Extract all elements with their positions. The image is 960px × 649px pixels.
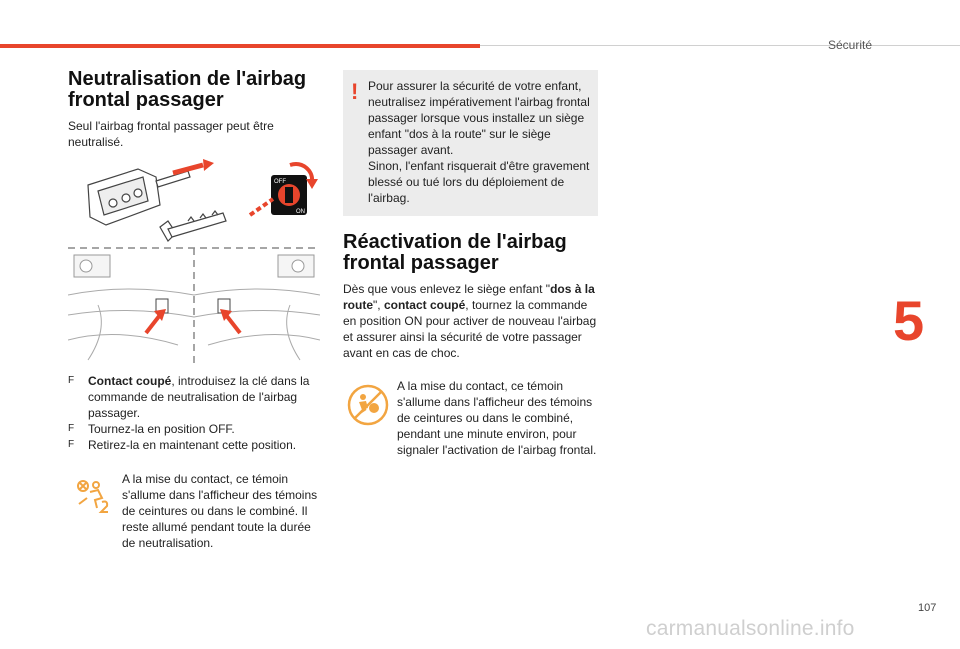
section-label: Sécurité [828, 38, 873, 52]
header-accent-bar [0, 44, 480, 48]
step-bullet: F [68, 439, 75, 450]
step-1 [68, 373, 323, 421]
header-rule [480, 45, 960, 46]
step-3 [68, 437, 323, 453]
right-title-line2: frontal passager [343, 252, 499, 274]
switch-off-label: OFF [274, 179, 286, 185]
watermark: carmanualsonline.info [646, 617, 855, 640]
page-number: 107 [918, 602, 937, 614]
warning-text-part1: Pour assurer la sécurité de votre enfant, neutralisez impérativement l'airbag frontal passager lorsque vous installez un siège enfant "dos à la route" sur le siège passager avant. [368, 79, 590, 157]
right-title-line1: Réactivation de l'airbag [343, 231, 567, 253]
step-bullet: F [68, 375, 75, 386]
reactivation-text-b: ", [373, 298, 384, 312]
dashboard-right-icon [278, 255, 314, 277]
step-2-text: Tournez-la en position OFF. [88, 422, 235, 436]
warning-text-part2: Sinon, l'enfant risquerait d'être gravement blessé ou tué lors du déploiement de l'airbag. [368, 159, 590, 205]
reactivation-text-c: , tournez la commande en position ON pour activer de nouveau l'airbag et assurer ainsi la sécurité de votre passager avant en cas de choc. [343, 298, 597, 360]
left-title-line1: Neutralisation de l'airbag [68, 68, 307, 90]
left-title-line2: frontal passager [68, 89, 224, 111]
reactivation-paragraph [343, 281, 599, 361]
chapter-number: 5 [893, 289, 925, 352]
switch-on-label: ON [296, 209, 305, 215]
step-list [68, 373, 323, 453]
warning-text [368, 78, 593, 206]
airbag-switch-illustration [68, 155, 320, 367]
step-1-text: , introduisez la clé dans la commande de neutralisation de l'airbag passager. [88, 374, 310, 420]
dashboard-left-icon [74, 255, 110, 277]
left-lamp-note: A la mise du contact, ce témoin s'allume dans l'afficheur des témoins de ceintures ou dans le combiné. Il reste allumé pendant toute la durée de neutralisation. [122, 472, 318, 550]
reactivation-bold-2: contact coupé [383, 298, 466, 312]
key-blade-icon [160, 211, 226, 241]
left-intro: Seul l'airbag frontal passager peut être neutralisé. [68, 119, 274, 149]
reactivation-text-a: Dès que vous enlevez le siège enfant " [343, 282, 551, 296]
airbag-off-warning-lamp-icon [75, 478, 111, 514]
airbag-switch-icon [271, 175, 307, 215]
warning-box [343, 70, 598, 216]
reactivation-bold-1: dos à la route [343, 282, 595, 312]
key-fob-icon [88, 169, 190, 225]
step-3-text: Retirez-la en maintenant cette position. [88, 438, 297, 452]
step-1-bold: Contact coupé [88, 374, 172, 388]
step-2 [68, 421, 323, 437]
step-bullet: F [68, 423, 75, 434]
airbag-on-warning-lamp-icon [346, 383, 390, 427]
left-title [68, 69, 348, 111]
right-title [343, 232, 623, 274]
warning-icon: ! [351, 79, 359, 104]
right-lamp-note: A la mise du contact, ce témoin s'allume dans l'afficheur des témoins de ceintures ou dans le combiné, pendant une minute environ, pour signaler l'activation de l'airbag frontal. [397, 379, 597, 457]
